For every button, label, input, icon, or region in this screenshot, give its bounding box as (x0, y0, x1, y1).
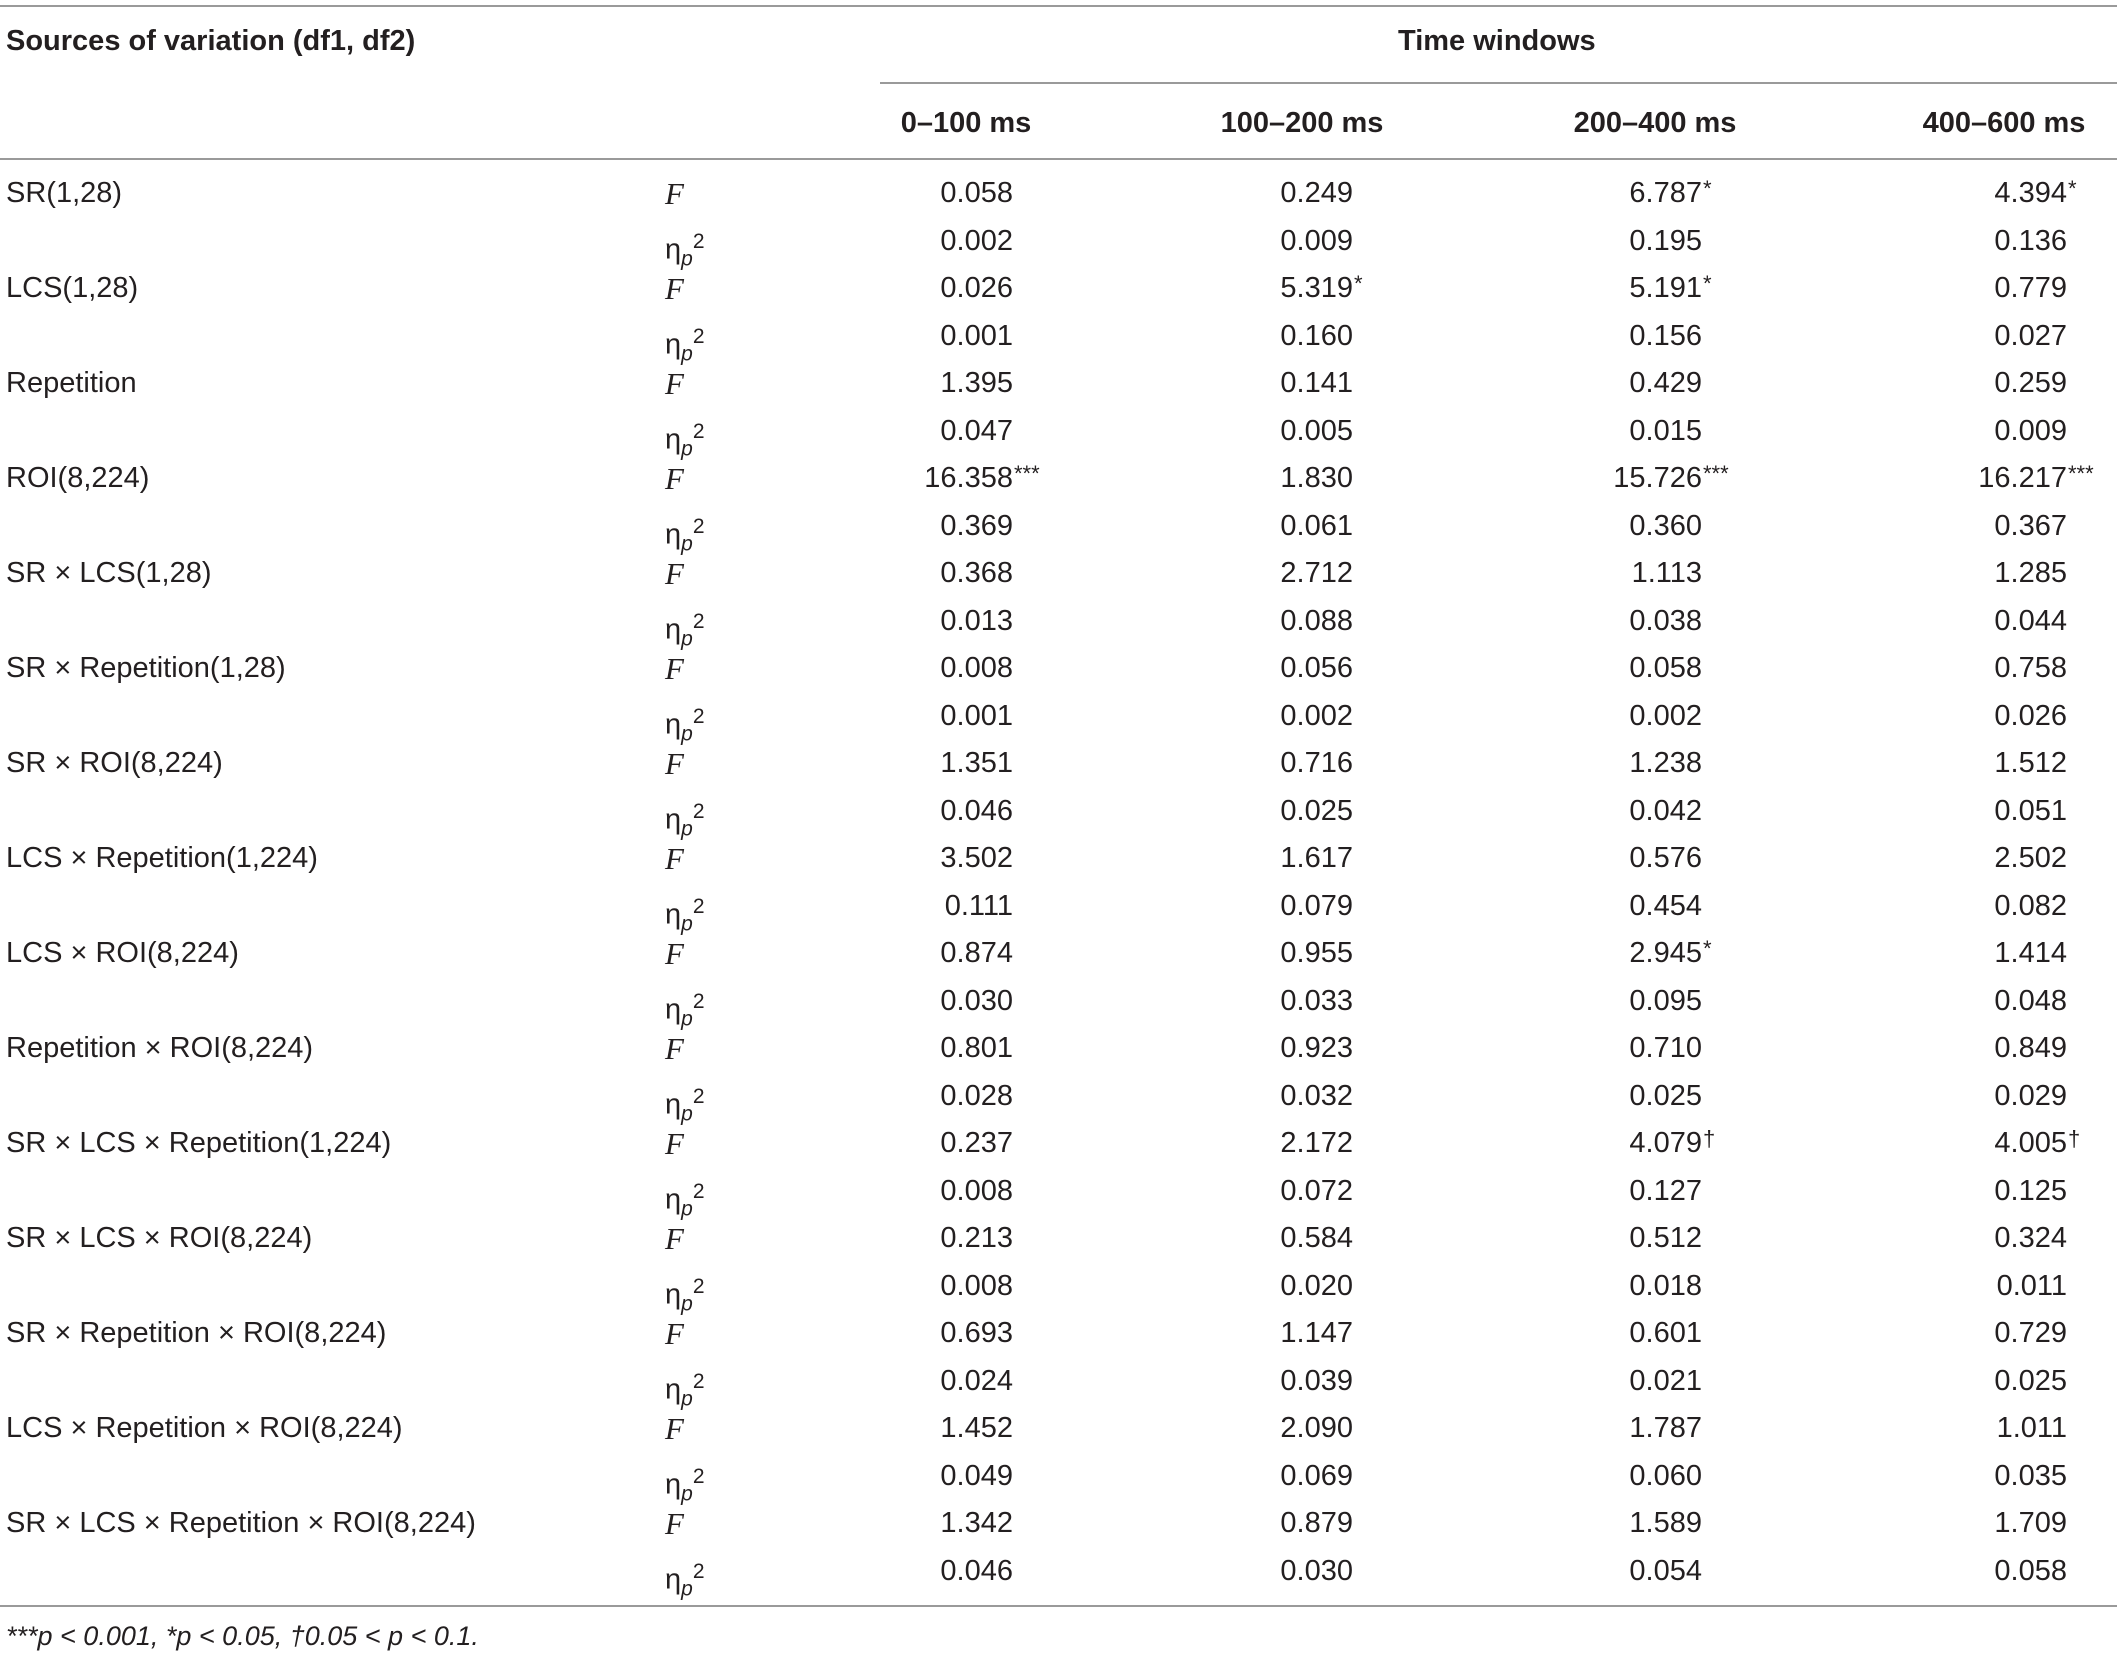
f-value-cell: 4.394 * (1912, 170, 2067, 218)
f-value-cell: 1.452 (940, 1412, 1013, 1444)
eta-value-cell: 0.069 (1280, 1459, 1353, 1492)
eta-value-cell: 0.360 (1629, 509, 1702, 542)
table-row (0, 1073, 2117, 1125)
eta-value-cell: 0.021 (1629, 1364, 1702, 1397)
eta-value-cell: 0.079 (1280, 889, 1353, 922)
statistic-label-f: F (665, 936, 684, 971)
source-of-variation: LCS × ROI(8,224) (6, 937, 239, 969)
table-row (0, 835, 2117, 883)
eta-value-cell: 0.369 (940, 509, 1013, 542)
f-value-cell: 1.342 (940, 1507, 1013, 1539)
eta-value-cell: 0.013 (940, 604, 1013, 637)
eta-value-cell: 0.029 (1994, 1079, 2067, 1112)
eta-value-cell: 0.060 (1629, 1459, 1702, 1492)
f-value-cell: 0.008 (940, 652, 1013, 684)
table-row (0, 1500, 2117, 1548)
statistic-label-partial-eta-squared: $\eta_p^2$ (665, 1084, 705, 1125)
statistic-label-f: F (665, 1031, 684, 1066)
table-row (0, 788, 2117, 840)
table-row (0, 1168, 2117, 1220)
table-row (0, 408, 2117, 460)
table-row (0, 1358, 2117, 1410)
f-value-cell: 1.113 (1631, 557, 1702, 589)
statistic-label-f: F (665, 651, 684, 686)
source-of-variation: SR × LCS × Repetition(1,224) (6, 1127, 392, 1159)
statistic-label-f: F (665, 556, 684, 591)
table-row (0, 313, 2117, 365)
f-value-cell: 0.368 (940, 557, 1013, 589)
statistic-label-partial-eta-squared: $\eta_p^2$ (665, 514, 705, 555)
table-row (0, 1310, 2117, 1358)
f-value-cell: 0.429 (1629, 367, 1702, 399)
f-value-cell: 0.056 (1280, 652, 1353, 684)
table-row (0, 360, 2117, 408)
eta-value-cell: 0.015 (1629, 414, 1702, 447)
table-row (0, 693, 2117, 745)
f-value-cell: 1.787 (1629, 1412, 1702, 1444)
sources-of-variation-header: Sources of variation (df1, df2) (6, 25, 416, 57)
eta-value-cell: 0.049 (940, 1459, 1013, 1492)
significance-marker: † (1703, 1126, 1716, 1151)
statistic-label-f: F (665, 366, 684, 401)
f-value-cell: 0.141 (1280, 367, 1353, 399)
eta-value-cell: 0.088 (1280, 604, 1353, 637)
f-value-cell: 3.502 (940, 842, 1013, 874)
eta-value-cell: 0.061 (1280, 509, 1353, 542)
f-value-cell: 1.709 (1994, 1507, 2067, 1539)
source-of-variation: SR × Repetition(1,28) (6, 652, 286, 684)
table-row (0, 550, 2117, 598)
eta-value-cell: 0.039 (1280, 1364, 1353, 1397)
f-value-cell: 1.285 (1994, 557, 2067, 589)
eta-value-cell: 0.025 (1629, 1079, 1702, 1112)
significance-marker: † (2068, 1126, 2081, 1151)
eta-value-cell: 0.038 (1629, 604, 1702, 637)
eta-value-cell: 0.051 (1994, 794, 2067, 827)
f-value-cell: 0.576 (1629, 842, 1702, 874)
statistic-label-f: F (665, 1411, 684, 1446)
f-value-cell: 0.058 (940, 177, 1013, 209)
eta-value-cell: 0.011 (1996, 1269, 2067, 1302)
f-value-cell: 0.758 (1994, 652, 2067, 684)
f-value-cell: 1.830 (1280, 462, 1353, 494)
column-header-100-200: 100–200 ms (1220, 107, 1384, 139)
table-row (0, 1025, 2117, 1073)
time-windows-header: Time windows (1398, 25, 1596, 57)
table-row (0, 740, 2117, 788)
statistic-label-partial-eta-squared: $\eta_p^2$ (665, 1369, 705, 1410)
eta-value-cell: 0.454 (1629, 889, 1702, 922)
eta-value-cell: 0.127 (1629, 1174, 1702, 1207)
eta-value-cell: 0.047 (940, 414, 1013, 447)
table-bottom-rule (0, 1605, 2117, 1607)
statistic-label-f: F (665, 461, 684, 496)
significance-marker: * (1703, 271, 1712, 296)
f-value-cell: 2.502 (1994, 842, 2067, 874)
eta-value-cell: 0.136 (1994, 224, 2067, 257)
eta-value-cell: 0.044 (1994, 604, 2067, 637)
f-value-cell: 0.324 (1994, 1222, 2067, 1254)
statistic-label-f: F (665, 1221, 684, 1256)
eta-value-cell: 0.027 (1994, 319, 2067, 352)
header-bottom-rule (0, 158, 2117, 160)
eta-value-cell: 0.072 (1280, 1174, 1353, 1207)
significance-marker: *** (1014, 461, 1040, 486)
source-of-variation: SR × LCS × ROI(8,224) (6, 1222, 313, 1254)
table-row (0, 503, 2117, 555)
table-row (0, 645, 2117, 693)
f-value-cell: 0.923 (1280, 1032, 1353, 1064)
significance-marker: * (1703, 176, 1712, 201)
f-value-cell: 15.726 *** (1565, 455, 1702, 503)
f-value-cell: 0.710 (1629, 1032, 1702, 1064)
eta-value-cell: 0.160 (1280, 319, 1353, 352)
f-value-cell: 1.414 (1994, 937, 2067, 969)
table-row (0, 455, 2117, 503)
statistic-label-partial-eta-squared: $\eta_p^2$ (665, 799, 705, 840)
f-value-cell: 0.849 (1994, 1032, 2067, 1064)
f-value-cell: 5.191 * (1565, 265, 1702, 313)
eta-value-cell: 0.020 (1280, 1269, 1353, 1302)
f-value-cell: 0.237 (940, 1127, 1013, 1159)
eta-value-cell: 0.024 (940, 1364, 1013, 1397)
table-row (0, 1120, 2117, 1168)
statistic-label-partial-eta-squared: $\eta_p^2$ (665, 1464, 705, 1505)
eta-value-cell: 0.032 (1280, 1079, 1353, 1112)
eta-value-cell: 0.035 (1994, 1459, 2067, 1492)
table-row (0, 218, 2117, 270)
eta-value-cell: 0.046 (940, 1554, 1013, 1587)
significance-marker: *** (2068, 461, 2094, 486)
statistic-label-partial-eta-squared: $\eta_p^2$ (665, 894, 705, 935)
statistic-label-partial-eta-squared: $\eta_p^2$ (665, 1559, 705, 1600)
f-value-cell: 0.874 (940, 937, 1013, 969)
eta-value-cell: 0.058 (1994, 1554, 2067, 1587)
f-value-cell: 1.395 (940, 367, 1013, 399)
source-of-variation: SR × Repetition × ROI(8,224) (6, 1317, 387, 1349)
eta-value-cell: 0.008 (940, 1269, 1013, 1302)
f-value-cell: 0.779 (1994, 272, 2067, 304)
table-top-rule (0, 5, 2117, 7)
source-of-variation: LCS × Repetition × ROI(8,224) (6, 1412, 403, 1444)
statistic-label-partial-eta-squared: $\eta_p^2$ (665, 704, 705, 745)
f-value-cell: 1.011 (1996, 1412, 2067, 1444)
significance-marker: *** (1703, 461, 1729, 486)
source-of-variation: SR × LCS(1,28) (6, 557, 212, 589)
f-value-cell: 0.716 (1280, 747, 1353, 779)
eta-value-cell: 0.046 (940, 794, 1013, 827)
eta-value-cell: 0.195 (1629, 224, 1702, 257)
source-of-variation: Repetition (6, 367, 137, 399)
source-of-variation: SR(1,28) (6, 177, 123, 209)
f-value-cell: 0.213 (940, 1222, 1013, 1254)
table-row (0, 1453, 2117, 1505)
eta-value-cell: 0.367 (1994, 509, 2067, 542)
f-value-cell: 16.358 *** (880, 455, 1013, 503)
table-row (0, 1405, 2117, 1453)
table-row (0, 170, 2117, 218)
f-value-cell: 2.712 (1280, 557, 1353, 589)
statistic-label-f: F (665, 746, 684, 781)
table-row (0, 1548, 2117, 1600)
table-row (0, 883, 2117, 935)
source-of-variation: LCS(1,28) (6, 272, 139, 304)
eta-value-cell: 0.005 (1280, 414, 1353, 447)
column-header-400-600: 400–600 ms (1922, 107, 2086, 139)
statistic-label-partial-eta-squared: $\eta_p^2$ (665, 609, 705, 650)
statistic-label-partial-eta-squared: $\eta_p^2$ (665, 419, 705, 460)
eta-value-cell: 0.033 (1280, 984, 1353, 1017)
table-row (0, 1215, 2117, 1263)
f-value-cell: 1.351 (940, 747, 1013, 779)
f-value-cell: 16.217 *** (1912, 455, 2067, 503)
eta-value-cell: 0.156 (1629, 319, 1702, 352)
f-value-cell: 0.259 (1994, 367, 2067, 399)
f-value-cell: 6.787 * (1565, 170, 1702, 218)
significance-marker: * (1354, 271, 1363, 296)
table-row (0, 265, 2117, 313)
significance-marker: * (1703, 936, 1712, 961)
f-value-cell: 2.172 (1280, 1127, 1353, 1159)
f-value-cell: 1.617 (1280, 842, 1353, 874)
f-value-cell: 0.801 (940, 1032, 1013, 1064)
statistic-label-f: F (665, 176, 684, 211)
eta-value-cell: 0.008 (940, 1174, 1013, 1207)
table-row (0, 598, 2117, 650)
f-value-cell: 2.090 (1280, 1412, 1353, 1444)
source-of-variation: LCS × Repetition(1,224) (6, 842, 318, 874)
source-of-variation: Repetition × ROI(8,224) (6, 1032, 314, 1064)
eta-value-cell: 0.054 (1629, 1554, 1702, 1587)
eta-value-cell: 0.111 (944, 889, 1013, 922)
table-footnote: ***p < 0.001, *p < 0.05, †0.05 < p < 0.1. (6, 1621, 479, 1651)
statistic-label-partial-eta-squared: $\eta_p^2$ (665, 1274, 705, 1315)
f-value-cell: 0.729 (1994, 1317, 2067, 1349)
table-row (0, 1263, 2117, 1315)
f-value-cell: 5.319 * (1220, 265, 1353, 313)
eta-value-cell: 0.082 (1994, 889, 2067, 922)
eta-value-cell: 0.009 (1994, 414, 2067, 447)
statistic-label-f: F (665, 1126, 684, 1161)
statistic-label-f: F (665, 271, 684, 306)
f-value-cell: 0.879 (1280, 1507, 1353, 1539)
f-value-cell: 0.026 (940, 272, 1013, 304)
eta-value-cell: 0.025 (1994, 1364, 2067, 1397)
eta-value-cell: 0.030 (940, 984, 1013, 1017)
eta-value-cell: 0.018 (1629, 1269, 1702, 1302)
source-of-variation: ROI(8,224) (6, 462, 150, 494)
f-value-cell: 0.512 (1629, 1222, 1702, 1254)
f-value-cell: 1.238 (1629, 747, 1702, 779)
table-row (0, 930, 2117, 978)
eta-value-cell: 0.001 (940, 699, 1013, 732)
source-of-variation: SR × ROI(8,224) (6, 747, 223, 779)
statistic-label-partial-eta-squared: $\eta_p^2$ (665, 229, 705, 270)
f-value-cell: 1.147 (1280, 1317, 1353, 1349)
eta-value-cell: 0.002 (1629, 699, 1702, 732)
statistic-label-partial-eta-squared: $\eta_p^2$ (665, 1179, 705, 1220)
eta-value-cell: 0.095 (1629, 984, 1702, 1017)
eta-value-cell: 0.002 (940, 224, 1013, 257)
f-value-cell: 0.601 (1629, 1317, 1702, 1349)
eta-value-cell: 0.001 (940, 319, 1013, 352)
f-value-cell: 4.005 † (1912, 1120, 2067, 1168)
eta-value-cell: 0.042 (1629, 794, 1702, 827)
f-value-cell: 0.693 (940, 1317, 1013, 1349)
eta-value-cell: 0.028 (940, 1079, 1013, 1112)
f-value-cell: 0.249 (1280, 177, 1353, 209)
f-value-cell: 0.584 (1280, 1222, 1353, 1254)
table-body (0, 170, 2117, 1600)
f-value-cell: 0.058 (1629, 652, 1702, 684)
significance-marker: * (2068, 176, 2077, 201)
eta-value-cell: 0.009 (1280, 224, 1353, 257)
statistic-label-partial-eta-squared: $\eta_p^2$ (665, 989, 705, 1030)
column-header-0-100: 0–100 ms (900, 107, 1032, 139)
eta-value-cell: 0.026 (1994, 699, 2067, 732)
eta-value-cell: 0.030 (1280, 1554, 1353, 1587)
eta-value-cell: 0.048 (1994, 984, 2067, 1017)
statistic-label-f: F (665, 841, 684, 876)
source-of-variation: SR × LCS × Repetition × ROI(8,224) (6, 1507, 476, 1539)
statistic-label-f: F (665, 1506, 684, 1541)
eta-value-cell: 0.025 (1280, 794, 1353, 827)
f-value-cell: 2.945 * (1565, 930, 1702, 978)
f-value-cell: 1.512 (1994, 747, 2067, 779)
time-windows-spanner-rule (880, 82, 2117, 84)
table-row (0, 978, 2117, 1030)
column-header-200-400: 200–400 ms (1573, 107, 1737, 139)
f-value-cell: 1.589 (1629, 1507, 1702, 1539)
statistic-label-partial-eta-squared: $\eta_p^2$ (665, 324, 705, 365)
statistic-label-f: F (665, 1316, 684, 1351)
f-value-cell: 4.079 † (1565, 1120, 1702, 1168)
f-value-cell: 0.955 (1280, 937, 1353, 969)
eta-value-cell: 0.002 (1280, 699, 1353, 732)
eta-value-cell: 0.125 (1994, 1174, 2067, 1207)
